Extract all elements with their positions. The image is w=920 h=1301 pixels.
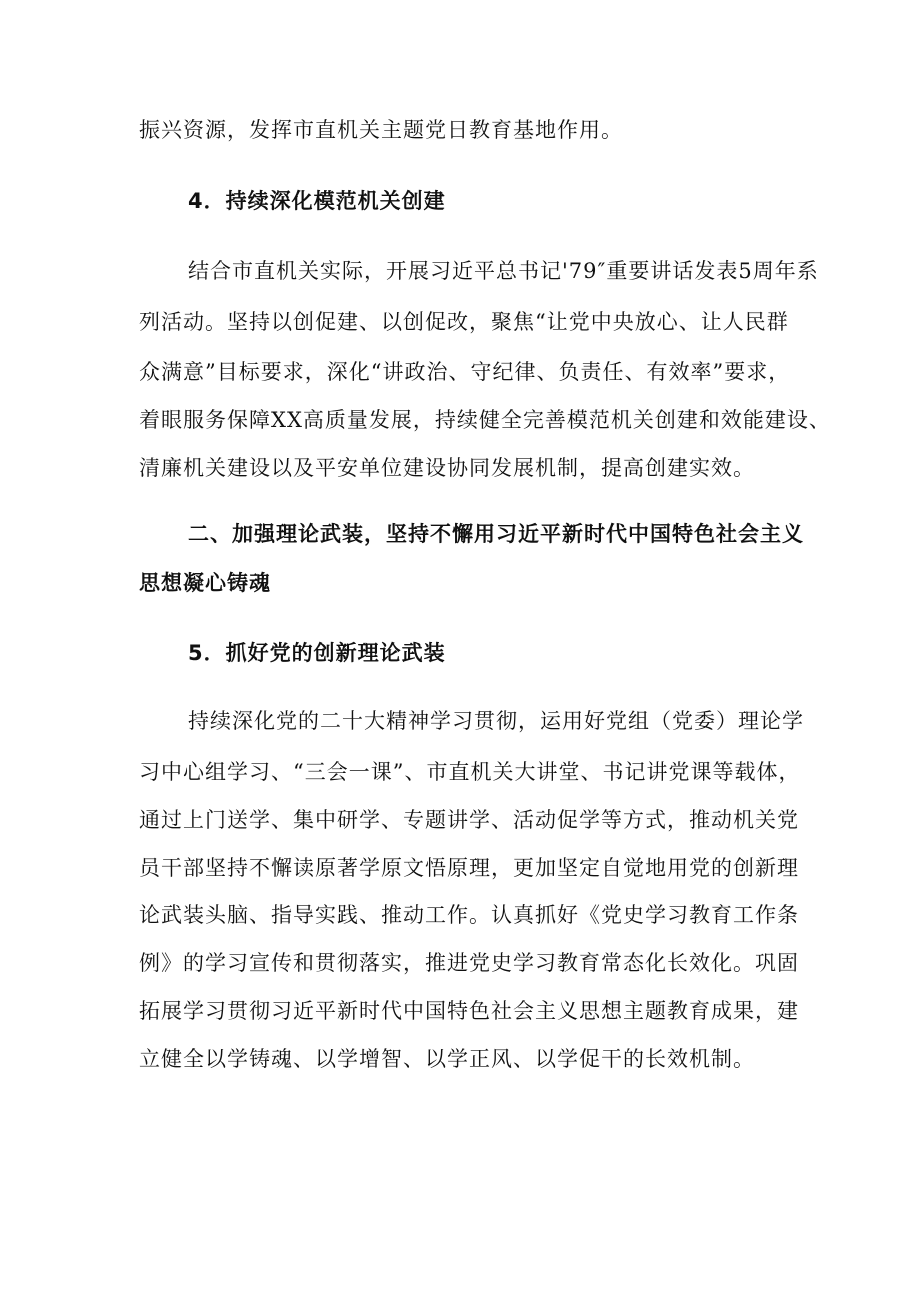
paragraph-line: 员干部坚持不懈读原著学原文悟原理，更加坚定自觉地用党的创新理 xyxy=(139,856,799,880)
chapter-heading-2: 二、加强理论武装，坚持不懈用习近平新时代中国特色社会主义 xyxy=(188,522,804,546)
chapter-heading-2-cont: 思想凝心铸魂 xyxy=(139,571,271,595)
paragraph-line: 着眼服务保障XX高质量发展，持续健全完善模范机关创建和效能建设、 xyxy=(139,408,831,432)
paragraph-line: 振兴资源，发挥市直机关主题党日教育基地作用。 xyxy=(139,118,623,142)
paragraph-line: 论武装头脑、指导实践、推动工作。认真抓好《党史学习教育工作条 xyxy=(139,903,799,927)
paragraph-line: 列活动。坚持以创促建、以创促改，聚焦“让党中央放心、让人民群 xyxy=(139,310,789,334)
paragraph-line: 立健全以学铸魂、以学增智、以学正风、以学促干的长效机制。 xyxy=(139,1047,755,1071)
paragraph-line: 众满意”目标要求，深化“讲政治、守纪律、负责任、有效率”要求， xyxy=(139,360,791,384)
paragraph-line: 习中心组学习、“三会一课”、市直机关大讲堂、书记讲党课等载体， xyxy=(139,760,801,784)
paragraph-line: 拓展学习贯彻习近平新时代中国特色社会主义思想主题教育成果，建 xyxy=(139,999,799,1023)
paragraph-line: 持续深化党的二十大精神学习贯彻，运用好党组（党委）理论学 xyxy=(188,709,804,733)
paragraph-line: 清廉机关建设以及平安单位建设协同发展机制，提高创建实效。 xyxy=(139,456,755,480)
section-heading-4: 4．持续深化模范机关创建 xyxy=(188,189,446,213)
section-heading-5: 5．抓好党的创新理论武装 xyxy=(188,641,446,665)
paragraph-line: 结合市直机关实际，开展习近平总书记'79″重要讲话发表5周年系 xyxy=(188,259,819,283)
paragraph-line: 通过上门送学、集中研学、专题讲学、活动促学等方式，推动机关党 xyxy=(139,808,799,832)
paragraph-line: 例》的学习宣传和贯彻落实，推进党史学习教育常态化长效化。巩固 xyxy=(139,951,799,975)
